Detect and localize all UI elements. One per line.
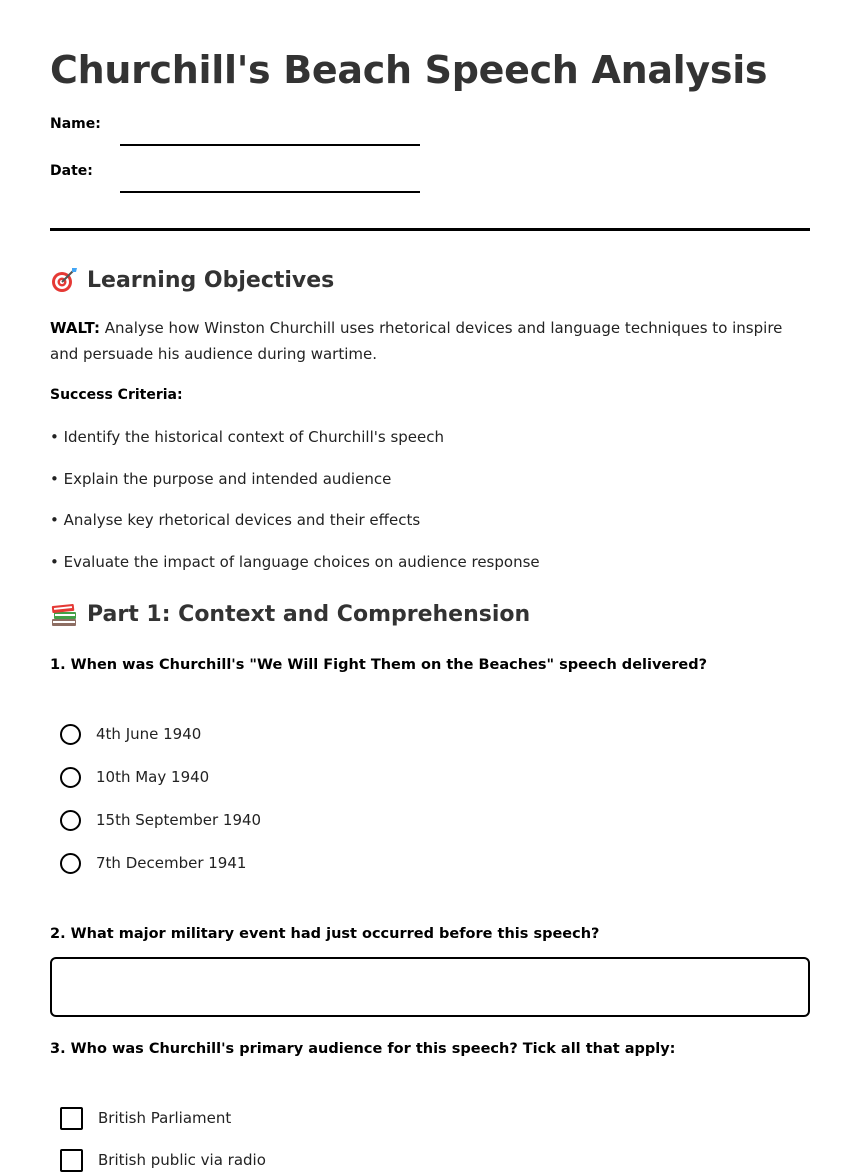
q1-option[interactable] — [60, 722, 201, 746]
option-label: 4th June 1940 — [96, 725, 202, 743]
q1-option[interactable] — [60, 765, 209, 789]
checkbox[interactable] — [60, 1107, 83, 1130]
part1-heading-text: Part 1: Context and Comprehension — [87, 601, 531, 627]
criteria-item: • Evaluate the impact of language choices on audience response — [50, 553, 540, 571]
walt-statement — [50, 315, 810, 367]
criteria-item: • Explain the purpose and intended audience — [50, 470, 392, 488]
criteria-item: • Analyse key rhetorical devices and their effects — [50, 511, 421, 529]
checkbox[interactable] — [60, 1149, 83, 1172]
date-label: Date: — [50, 163, 93, 179]
objectives-heading-text: Learning Objectives — [87, 267, 335, 293]
walt-text: Analyse how Winston Churchill uses rhetorical devices and language techniques to inspire and persuade his audience during wartime. — [50, 319, 783, 363]
name-label: Name: — [50, 116, 101, 132]
criteria-item: • Identify the historical context of Churchill's speech — [50, 428, 445, 446]
page-title: Churchill's Beach Speech Analysis — [50, 48, 768, 92]
name-line[interactable] — [120, 144, 420, 146]
option-label: British public via radio — [98, 1151, 266, 1169]
radio-button[interactable] — [60, 724, 81, 745]
q3-option[interactable] — [60, 1148, 266, 1172]
success-criteria-title: Success Criteria: — [50, 387, 183, 403]
option-label: 15th September 1940 — [96, 811, 262, 829]
question-2: 2. What major military event had just occurred before this speech? — [50, 926, 600, 942]
objectives-heading — [50, 266, 334, 294]
part1-heading — [50, 600, 530, 628]
q1-option[interactable] — [60, 808, 261, 832]
walt-label: WALT: — [50, 319, 100, 337]
target-dart-icon — [50, 266, 78, 294]
option-label: 10th May 1940 — [96, 768, 210, 786]
name-field[interactable] — [50, 116, 420, 146]
question-1: 1. When was Churchill's "We Will Fight Them on the Beaches" speech delivered? — [50, 657, 708, 673]
date-line[interactable] — [120, 191, 420, 193]
q2-answer-field[interactable] — [50, 957, 810, 1017]
date-field[interactable] — [50, 163, 420, 193]
radio-button[interactable] — [60, 810, 81, 831]
option-label: 7th December 1941 — [96, 854, 247, 872]
option-label: British Parliament — [98, 1109, 232, 1127]
books-icon — [50, 600, 78, 628]
question-3: 3. Who was Churchill's primary audience for this speech? Tick all that apply: — [50, 1041, 676, 1057]
header-divider — [50, 228, 810, 231]
q1-option[interactable] — [60, 851, 246, 875]
radio-button[interactable] — [60, 853, 81, 874]
q3-option[interactable] — [60, 1106, 231, 1130]
radio-button[interactable] — [60, 767, 81, 788]
